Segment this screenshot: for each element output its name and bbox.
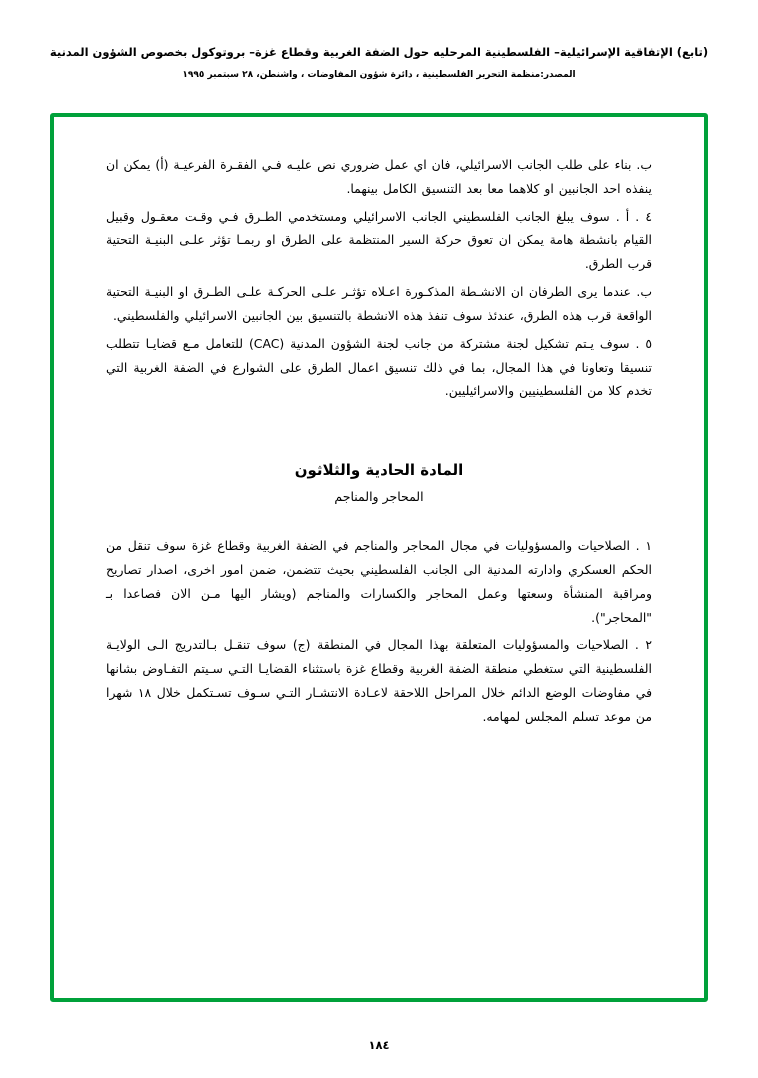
paragraph: ب. بناء على طلب الجانب الاسرائيلي، فان اي عمل ضروري نص عليـه فـي الفقـرة الفرعيـة (أ) يمكن ان ينفذه احد الجانبين او كلاهما معا بعد التنسيق الكامل بينهما. [106,157,652,196]
header-source: المصدر:منظمة التحرير الفلسطينية ، دائرة شؤون المفاوضات ، واشنطن، ٢٨ سبتمبر ١٩٩٥ [182,70,576,81]
paragraph: ٥ . سوف يـتم تشكيل لجنة مشتركة من جانب لجنة الشؤون المدنية (CAC) للتعامل مـع قضايـا تتطلب تنسيقا وتعاونا في هذا المجال، بما في ذلك تنسيق اعمال الطرق على الشوارع في الضفة الغربية التي تخدم كلا من الفلسطينيين والاسرائيليين. [106,335,653,399]
section-subtitle: المحاجر والمناجم [334,489,424,505]
paragraph: ١ . الصلاحيات والمسؤوليات في مجال المحاجر والمناجم في الضفة الغربية وقطاع غزة سوف تنقل من الحكم العسكري وادارته المدنية الى الجانب الفلسطيني بحيث تتضمن، ضمن امور اخرى، اصدار تصاريح ومراقبة المنشأة وسعتها وعمل المحاجر والكسارات والمناجم (ويشار اليها مـن الان فصاعدا بـ "المحاجر"). [106,538,652,625]
paragraph: ٤ . أ . سوف يبلغ الجانب الفلسطيني الجانب الاسرائيلي ومستخدمي الطـرق فـي وقـت معقـول وقبيل القيام بانشطة هامة يمكن ان تعوق حركة السير المنتظمة على الطرق او ربمـا تؤثر علـى البنيـة التحتية قرب الطرق. [106,208,652,272]
paragraph: ب. عندما يرى الطرفان ان الانشـطة المذكـورة اعـلاه تؤثـر علـى الحركـة علـى الطـرق او البنيـة التحتية الواقعة قرب هذه الطرق، عندئذ سوف تنفذ هذه الانشطة بالتنسيق بين الجانبين الاسرائيلي والفلسطيني. [106,284,652,323]
page-number: ١٨٤ [368,1038,390,1052]
content-body [54,117,704,753]
section-title: المادة الحادية والثلاثون [294,461,464,480]
document-header [0,0,758,80]
paragraph: ٢ . الصلاحيات والمسؤوليات المتعلقة بهذا المجال في المنطقة (ج) سوف تنقـل بـالتدريج الـى الولايـة الفلسطينية التي ستغطي منطقة الضفة الغربية وقطاع غزة باستثناء القضايـا التـي سـيتم التفـاوض بشانها في مفاوضات الوضع الدائم خلال المراحل اللاحقة لاعـادة الانتشـار التـي سـوف تسـتكمل خلال ١٨ شهرا من موعد تسلم المجلس لمهامه. [106,637,652,724]
header-title: (تابع) الإتفاقية الإسرائيلية– الفلسطينية المرحليه حول الضفة الغربية وقطاع غزة– بروتوكول بخصوص الشؤون المدنية [49,45,709,59]
content-frame [50,113,708,1002]
